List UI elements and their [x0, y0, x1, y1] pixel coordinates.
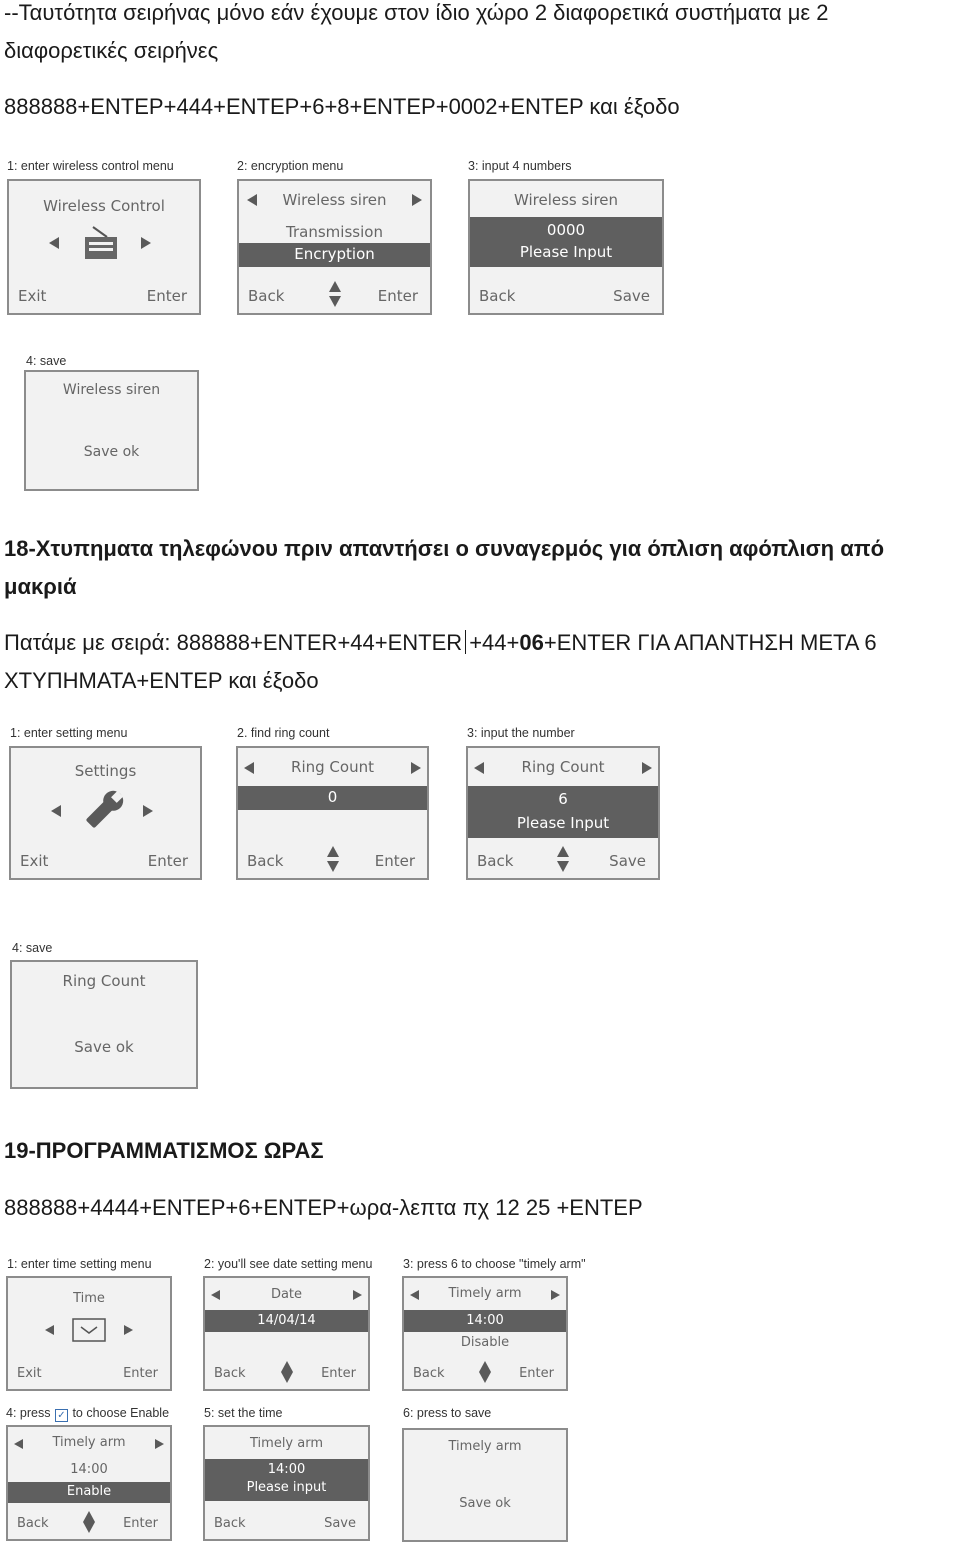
device-screen	[7, 179, 201, 315]
step-caption: 5: set the time	[204, 1406, 283, 1420]
menu-item-encryption: Encryption	[294, 245, 375, 263]
left-arrow-icon	[51, 805, 61, 817]
device-screen	[402, 1276, 568, 1391]
screen-title: Ring Count	[291, 758, 374, 776]
arm-state: Enable	[66, 1484, 112, 1499]
enter-softkey: Enter	[321, 1366, 356, 1381]
sequence-text: 888888+4444+ΕΝΤΕΡ+6+ΕΝΤΕΡ+ωρα-λεπτα πχ 12 25 +ΕΝΤΕΡ	[4, 1195, 643, 1220]
exit-softkey: Exit	[20, 852, 49, 870]
device-screen	[24, 370, 199, 491]
back-softkey: Back	[248, 287, 285, 305]
back-softkey: Back	[17, 1516, 49, 1531]
screen-title: Timely arm	[250, 1436, 323, 1451]
back-softkey: Back	[477, 852, 514, 870]
right-arrow-icon	[353, 1290, 362, 1300]
clock-icon	[72, 1318, 106, 1342]
instruction-part-a: Πατάμε με σειρά: 888888+ENTER+44+ENTER	[4, 630, 463, 655]
right-arrow-icon	[141, 237, 151, 249]
enter-softkey: Enter	[377, 287, 418, 305]
back-softkey: Back	[214, 1366, 246, 1381]
screen-title: Date	[270, 1287, 303, 1302]
section-heading-ring-count-line2: μακριά	[4, 574, 77, 599]
section-heading-ring-count: 18-Χτυπηματα τηλεφώνου πριν απαντήσει ο συναγερμός για όπλιση αφόπλιση από	[4, 536, 885, 561]
time-value: 14:00	[267, 1462, 306, 1477]
input-prompt: Please input	[246, 1480, 327, 1495]
step-caption: 2: encryption menu	[237, 159, 344, 173]
time-value: 14:00	[70, 1462, 108, 1477]
screen-title: Settings	[74, 762, 137, 780]
left-arrow-icon	[45, 1325, 54, 1335]
exit-softkey: Exit	[18, 287, 47, 305]
right-arrow-icon	[155, 1439, 164, 1449]
up-down-arrow-icon	[557, 846, 569, 872]
instruction-text-line2: ΧΤΥΠΗΜΑΤΑ+ΕΝΤΕΡ και έξοδο	[4, 668, 319, 693]
wireless-device-icon	[83, 225, 123, 263]
up-down-arrow-icon	[281, 1361, 293, 1383]
device-screen	[402, 1428, 568, 1542]
entered-code: 0000	[546, 221, 586, 239]
arm-state: Disable	[460, 1335, 510, 1350]
step-caption: 1: enter setting menu	[10, 726, 128, 740]
device-screen	[6, 1425, 172, 1541]
right-arrow-icon	[411, 762, 421, 774]
enter-softkey: Enter	[147, 852, 188, 870]
back-softkey: Back	[214, 1516, 246, 1531]
step-caption: 3: input the number	[467, 726, 575, 740]
enter-softkey: Enter	[519, 1366, 554, 1381]
enter-softkey: Enter	[146, 287, 187, 305]
highlight-bar	[205, 1459, 368, 1501]
back-softkey: Back	[479, 287, 516, 305]
step-caption: 1: enter time setting menu	[7, 1257, 152, 1271]
step-caption	[6, 1406, 169, 1422]
instruction-text	[4, 624, 877, 662]
right-arrow-icon	[412, 194, 422, 206]
device-screen	[9, 746, 202, 880]
step-caption: 2. find ring count	[237, 726, 330, 740]
screen-title: Timely arm	[448, 1439, 522, 1454]
step-caption-part-a: 4: press	[6, 1406, 51, 1420]
up-down-arrow-icon	[479, 1361, 491, 1383]
step-caption: 6: press to save	[403, 1406, 492, 1420]
device-screen	[6, 1276, 172, 1391]
step-caption-part-b: to choose Enable	[72, 1406, 170, 1420]
screen-title: Timely arm	[52, 1435, 126, 1450]
ring-count-value: 0	[327, 788, 338, 806]
instruction-bold-value: 06	[519, 630, 544, 655]
save-message: Save ok	[74, 1038, 134, 1056]
section-heading-time: 19-ΠΡΟΓΡΑΜΜΑΤΙΣΜΟΣ ΩΡΑΣ	[4, 1138, 324, 1163]
date-value: 14/04/14	[257, 1313, 316, 1328]
device-screen	[203, 1425, 370, 1541]
device-screen	[236, 746, 429, 880]
step-caption: 3: input 4 numbers	[468, 159, 572, 173]
ring-count-value: 6	[558, 790, 568, 808]
highlight-bar	[470, 217, 662, 267]
checkbox-icon: ✓	[55, 1409, 68, 1422]
right-arrow-icon	[124, 1325, 133, 1335]
device-screen	[466, 746, 660, 880]
step-caption: 4: save	[12, 941, 53, 955]
left-arrow-icon	[49, 237, 59, 249]
input-prompt: Please Input	[519, 243, 613, 261]
device-screen	[237, 179, 432, 315]
screen-title: Wireless siren	[62, 382, 161, 398]
time-value: 14:00	[466, 1313, 504, 1328]
highlight-bar	[239, 243, 430, 267]
up-down-arrow-icon	[327, 846, 339, 872]
highlight-bar	[238, 786, 427, 810]
right-arrow-icon	[642, 762, 652, 774]
up-down-arrow-icon	[83, 1511, 95, 1533]
screen-title: Ring Count	[62, 972, 146, 990]
screen-title: Wireless siren	[282, 191, 387, 209]
enter-softkey: Enter	[374, 852, 415, 870]
right-arrow-icon	[551, 1290, 560, 1300]
device-screen	[10, 960, 198, 1089]
save-softkey: Save	[324, 1516, 356, 1531]
menu-item-transmission: Transmission	[286, 223, 383, 241]
highlight-bar	[8, 1482, 170, 1503]
device-screen	[468, 179, 664, 315]
highlight-bar	[404, 1310, 566, 1332]
sequence-text: 888888+ΕΝΤΕΡ+444+ΕΝΤΕΡ+6+8+ΕΝΤΕΡ+0002+ΕΝΤΕΡ και έξοδο	[4, 94, 680, 119]
wrench-icon	[81, 786, 127, 834]
step-caption: 3: press 6 to choose "timely arm"	[403, 1257, 586, 1271]
step-caption: 1: enter wireless control menu	[7, 159, 174, 173]
screen-title: Timely arm	[448, 1286, 522, 1301]
save-softkey: Save	[613, 287, 650, 305]
screen-title: Ring Count	[521, 758, 605, 776]
device-screen	[203, 1276, 370, 1391]
screen-title: Wireless Control	[43, 197, 165, 215]
input-prompt: Please Input	[516, 814, 610, 832]
enter-softkey: Enter	[123, 1516, 158, 1531]
highlight-bar	[205, 1310, 368, 1332]
screen-title: Wireless siren	[513, 191, 619, 209]
intro-text-line1: --Ταυτότητα σειρήνας μόνο εάν έχουμε στον ίδιο χώρο 2 διαφορετικά συστήματα με 2	[4, 0, 829, 25]
step-caption: 2: you'll see date setting menu	[204, 1257, 373, 1271]
instruction-part-c: +ENTER ΓΙΑ ΑΠΑΝΤΗΣΗ ΜΕΤΑ 6	[543, 630, 877, 655]
up-down-arrow-icon	[329, 281, 341, 307]
right-arrow-icon	[143, 805, 153, 817]
text-cursor	[465, 630, 466, 654]
back-softkey: Back	[413, 1366, 445, 1381]
exit-softkey: Exit	[17, 1366, 42, 1381]
step-caption: 4: save	[26, 354, 67, 368]
instruction-part-b: +44+	[469, 630, 520, 655]
enter-softkey: Enter	[123, 1366, 158, 1381]
save-message: Save ok	[83, 444, 140, 460]
highlight-bar	[468, 786, 658, 838]
back-softkey: Back	[247, 852, 284, 870]
save-softkey: Save	[609, 852, 646, 870]
screen-title: Time	[73, 1291, 105, 1306]
intro-text-line2: διαφορετικές σειρήνες	[4, 38, 219, 63]
save-message: Save ok	[459, 1496, 511, 1511]
